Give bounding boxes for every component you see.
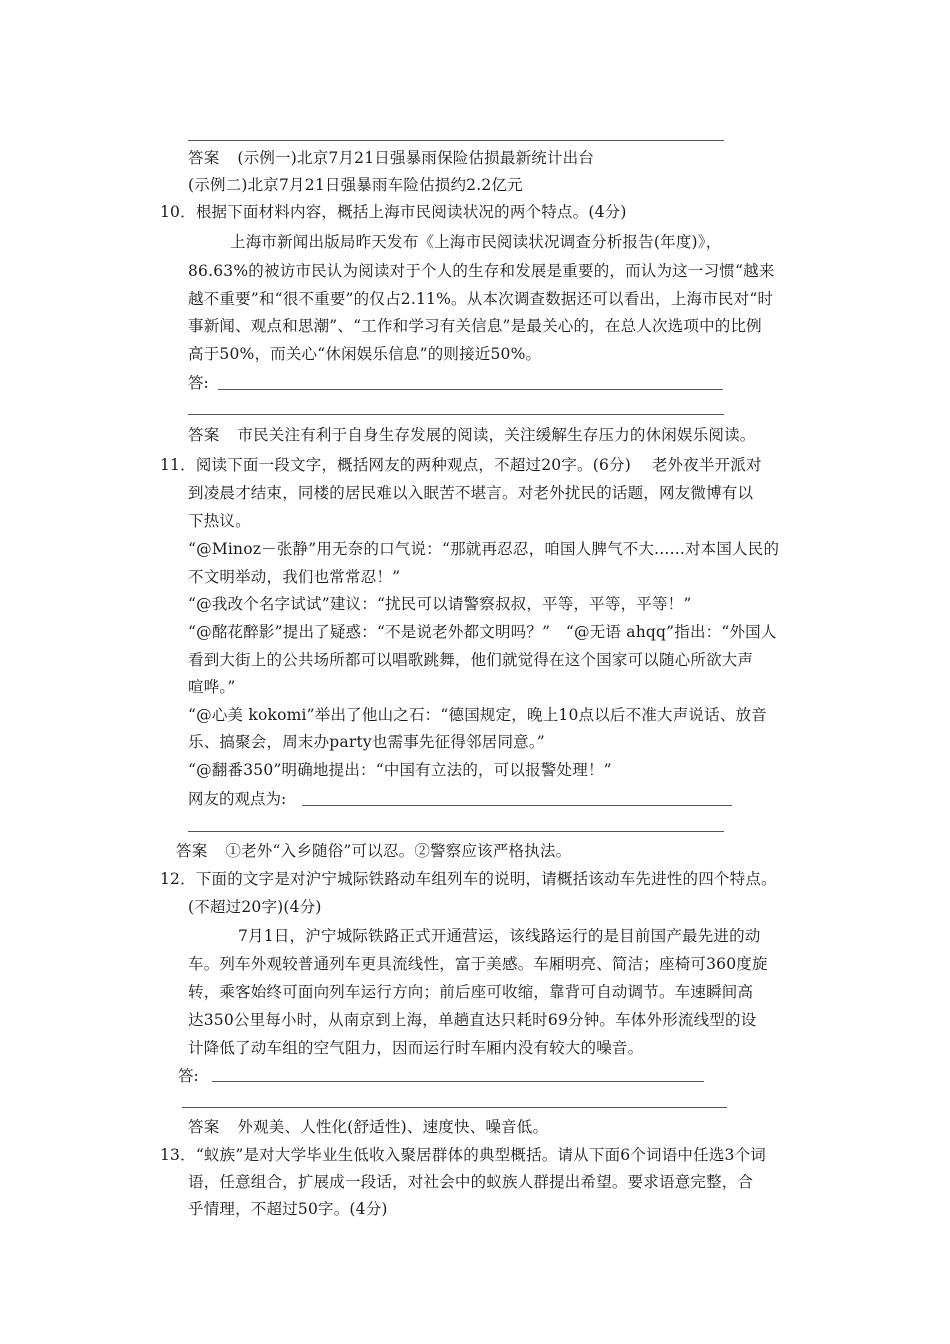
- passage-line: 车。列车外观较普通列车更具流线性，富于美感。车厢明亮、简洁；座椅可360度旋: [188, 955, 768, 973]
- answer-row-q10: [188, 425, 756, 445]
- passage-line: 达350公里每小时，从南京到上海，单趟直达只耗时69分钟。车体外形流线型的设: [188, 1011, 757, 1029]
- comment-line: “@Minoz－张静”用无奈的口气说：“那就再忍忍，咱国人脾气不大......对本国人民的: [188, 540, 780, 558]
- question-10-stem: 10．根据下面材料内容，概括上海市民阅读状况的两个特点。(4分): [160, 203, 627, 221]
- passage-line: 高于50%，而关心“休闲娱乐信息”的则接近50%。: [188, 345, 542, 363]
- answer-text: ①老外“入乡随俗”可以忍。②警察应该严格执法。: [225, 842, 572, 860]
- question-11-stem: 11．阅读下面一段文字，概括网友的两种观点，不超过20字。(6分) 老外夜半开派对: [160, 456, 762, 474]
- answer-label: 答案: [176, 842, 208, 860]
- question-12-stem: (不超过20字)(4分): [188, 898, 322, 916]
- answer-line: [188, 140, 724, 141]
- answer-input-line[interactable]: [182, 1107, 727, 1108]
- answer-input-line[interactable]: [188, 831, 724, 832]
- comment-line: 看到大街上的公共场所都可以唱歌跳舞，他们就觉得在这个国家可以随心所欲大声: [188, 651, 754, 669]
- reply-label: 网友的观点为:: [188, 790, 287, 808]
- comment-line: “@我改个名字试试”建议：“扰民可以请警察叔叔，平等，平等，平等！”: [188, 595, 692, 613]
- answer-input-line[interactable]: [188, 414, 724, 415]
- passage-line: 7月1日，沪宁城际铁路正式开通营运，该线路运行的是目前国产最先进的动: [238, 927, 761, 945]
- reply-label: 答:: [178, 1067, 199, 1085]
- answer-example-2: (示例二)北京7月21日强暴雨车险估损约2.2亿元: [188, 176, 523, 194]
- answer-input-line[interactable]: [218, 389, 723, 390]
- comment-line: 不文明举动，我们也常常忍！”: [188, 568, 401, 586]
- passage-line: 转，乘客始终可面向列车运行方向；前后座可收缩，靠背可自动调节。车速瞬间高: [188, 983, 754, 1001]
- question-13-stem: 13．“蚁族”是对大学毕业生低收入聚居群体的典型概括。请从下面6个词语中任选3个词: [160, 1146, 766, 1164]
- reply-label: 答:: [188, 374, 209, 392]
- comment-line: 乐、搞聚会，周末办party也需事先征得邻居同意。”: [188, 733, 545, 751]
- comment-line: “@酩花醉影”提出了疑惑：“不是说老外都文明吗？” “@无语 ahqq”指出：“外国人: [188, 623, 777, 641]
- passage-line: 越不重要”和“很不重要”的仅占2.11%。从本次调查数据还可以看出，上海市民对“时: [188, 290, 774, 308]
- answer-label: 答案: [188, 426, 220, 444]
- answer-input-line[interactable]: [302, 805, 732, 806]
- question-11-stem: 下热议。: [188, 512, 251, 530]
- question-13-stem: 乎情理，不超过50字。(4分): [188, 1200, 388, 1218]
- question-12-stem: 12．下面的文字是对沪宁城际铁路动车组列车的说明，请概括该动车先进性的四个特点。: [160, 870, 777, 888]
- question-13-stem: 语，任意组合，扩展成一段话，对社会中的蚁族人群提出希望。要求语意完整，合: [188, 1173, 754, 1191]
- answer-example-1: (示例一)北京7月21日强暴雨保险估损最新统计出台: [237, 149, 595, 167]
- answer-text: 外观美、人性化(舒适性)、速度快、噪音低。: [237, 1118, 549, 1136]
- answer-label: 答案: [188, 1118, 220, 1136]
- passage-line: 计降低了动车组的空气阻力，因而运行时车厢内没有较大的噪音。: [188, 1039, 644, 1057]
- answer-text: 市民关注有利于自身生存发展的阅读，关注缓解生存压力的休闲娱乐阅读。: [237, 426, 756, 444]
- passage-line: 上海市新闻出版局昨天发布《上海市民阅读状况调查分析报告(年度)》，: [230, 233, 722, 251]
- answer-input-line[interactable]: [212, 1081, 704, 1082]
- answer-row-q9: [188, 148, 594, 168]
- answer-label: 答案: [188, 149, 220, 167]
- answer-row-q12: [188, 1117, 548, 1137]
- answer-row-q11: [176, 841, 571, 861]
- question-11-stem: 到凌晨才结束，同楼的居民难以入眠苦不堪言。对老外扰民的话题，网友微博有以: [188, 484, 754, 502]
- comment-line: “@翻番350”明确地提出：“中国有立法的，可以报警处理！”: [188, 761, 612, 779]
- passage-line: 86.63%的被访市民认为阅读对于个人的生存和发展是重要的，而认为这一习惯“越来: [188, 262, 775, 280]
- comment-line: “@心美 kokomi”举出了他山之石：“德国规定，晚上10点以后不准大声说话、放音: [188, 706, 767, 724]
- passage-line: 事新闻、观点和思潮”、“工作和学习有关信息”是最关心的，在总人次选项中的比例: [188, 317, 762, 335]
- comment-line: 喧哗。”: [188, 678, 236, 696]
